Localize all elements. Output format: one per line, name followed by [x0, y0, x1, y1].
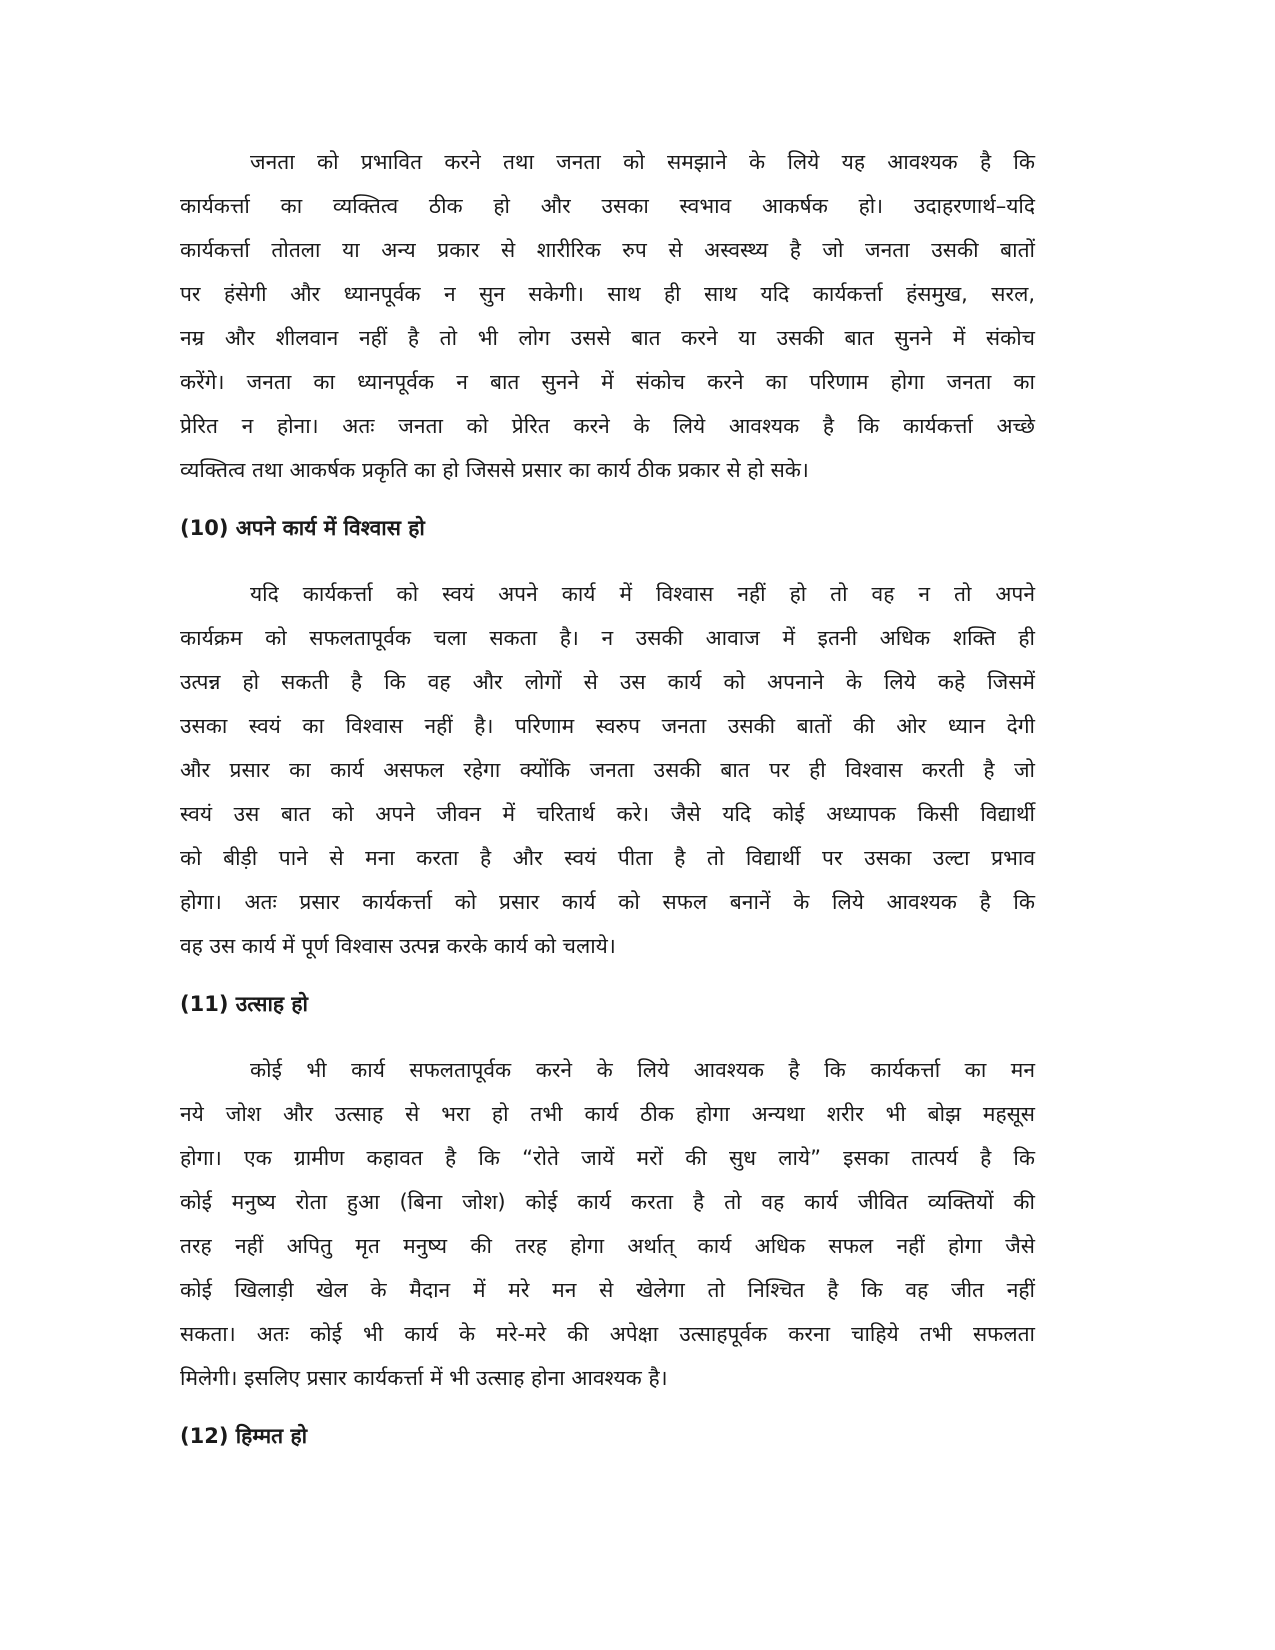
section-heading-10: (10) अपने कार्य में विश्वास हो — [180, 516, 425, 540]
paragraph-line: कार्यकर्त्ता का व्यक्तित्व ठीक हो और उसका स्वभाव आकर्षक हो। उदाहरणार्थ–यदि — [180, 194, 1035, 218]
paragraph-line: व्यक्तित्व तथा आकर्षक प्रकृति का हो जिससे प्रसार का कार्य ठीक प्रकार से हो सके। — [180, 458, 809, 482]
paragraph-line: करेंगे। जनता का ध्यानपूर्वक न बात सुनने में संकोच करने का परिणाम होगा जनता का — [180, 370, 1035, 394]
section-heading-11: (11) उत्साह हो — [180, 992, 308, 1016]
paragraph-personality — [180, 140, 1035, 492]
paragraph-line: सकता। अतः कोई भी कार्य के मरे-मरे की अपेक्षा उत्साहपूर्वक करना चाहिये तभी सफलता — [180, 1322, 1035, 1346]
paragraph-line: तरह नहीं अपितु मृत मनुष्य की तरह होगा अर्थात् कार्य अधिक सफल नहीं होगा जैसे — [180, 1234, 1035, 1258]
paragraph-line: प्रेरित न होना। अतः जनता को प्रेरित करने के लिये आवश्यक है कि कार्यकर्त्ता अच्छे — [180, 414, 1035, 438]
section-heading-12: (12) हिम्मत हो — [180, 1424, 308, 1448]
paragraph-line: उसका स्वयं का विश्वास नहीं है। परिणाम स्वरुप जनता उसकी बातों की ओर ध्यान देगी — [180, 714, 1035, 738]
paragraph-enthusiasm — [180, 1048, 1035, 1400]
paragraph-line: नम्र और शीलवान नहीं है तो भी लोग उससे बात करने या उसकी बात सुनने में संकोच — [180, 326, 1035, 350]
paragraph-line: जनता को प्रभावित करने तथा जनता को समझाने के लिये यह आवश्यक है कि — [250, 150, 1035, 174]
document-page — [180, 140, 1035, 1458]
paragraph-line: कोई भी कार्य सफलतापूर्वक करने के लिये आवश्यक है कि कार्यकर्त्ता का मन — [250, 1058, 1035, 1082]
paragraph-line: कार्यकर्त्ता तोतला या अन्य प्रकार से शारीरिक रुप से अस्वस्थ्य है जो जनता उसकी बातों — [180, 238, 1035, 262]
paragraph-line: को बीड़ी पाने से मना करता है और स्वयं पीता है तो विद्यार्थी पर उसका उल्टा प्रभाव — [180, 846, 1035, 870]
paragraph-line: कार्यक्रम को सफलतापूर्वक चला सकता है। न उसकी आवाज में इतनी अधिक शक्ति ही — [180, 626, 1035, 650]
paragraph-line: स्वयं उस बात को अपने जीवन में चरितार्थ करे। जैसे यदि कोई अध्यापक किसी विद्यार्थी — [180, 802, 1035, 826]
paragraph-faith-in-work — [180, 572, 1035, 968]
paragraph-line: होगा। अतः प्रसार कार्यकर्त्ता को प्रसार कार्य को सफल बनानें के लिये आवश्यक है कि — [180, 890, 1035, 914]
paragraph-line: और प्रसार का कार्य असफल रहेगा क्योंकि जनता उसकी बात पर ही विश्वास करती है जो — [180, 758, 1035, 782]
paragraph-line: नये जोश और उत्साह से भरा हो तभी कार्य ठीक होगा अन्यथा शरीर भी बोझ महसूस — [180, 1102, 1035, 1126]
paragraph-line: यदि कार्यकर्त्ता को स्वयं अपने कार्य में विश्वास नहीं हो तो वह न तो अपने — [250, 582, 1035, 606]
paragraph-line: वह उस कार्य में पूर्ण विश्वास उत्पन्न करके कार्य को चलाये। — [180, 934, 616, 958]
paragraph-line: मिलेगी। इसलिए प्रसार कार्यकर्त्ता में भी उत्साह होना आवश्यक है। — [180, 1366, 668, 1390]
paragraph-line: होगा। एक ग्रामीण कहावत है कि “रोते जायें मरों की सुध लाये” इसका तात्पर्य है कि — [180, 1146, 1035, 1170]
paragraph-line: कोई खिलाड़ी खेल के मैदान में मरे मन से खेलेगा तो निश्चित है कि वह जीत नहीं — [180, 1278, 1035, 1302]
paragraph-line: पर हंसेगी और ध्यानपूर्वक न सुन सकेगी। साथ ही साथ यदि कार्यकर्त्ता हंसमुख, सरल, — [180, 282, 1035, 306]
paragraph-line: उत्पन्न हो सकती है कि वह और लोगों से उस कार्य को अपनाने के लिये कहे जिसमें — [180, 670, 1035, 694]
paragraph-line: कोई मनुष्य रोता हुआ (बिना जोश) कोई कार्य करता है तो वह कार्य जीवित व्यक्तियों की — [180, 1190, 1035, 1214]
